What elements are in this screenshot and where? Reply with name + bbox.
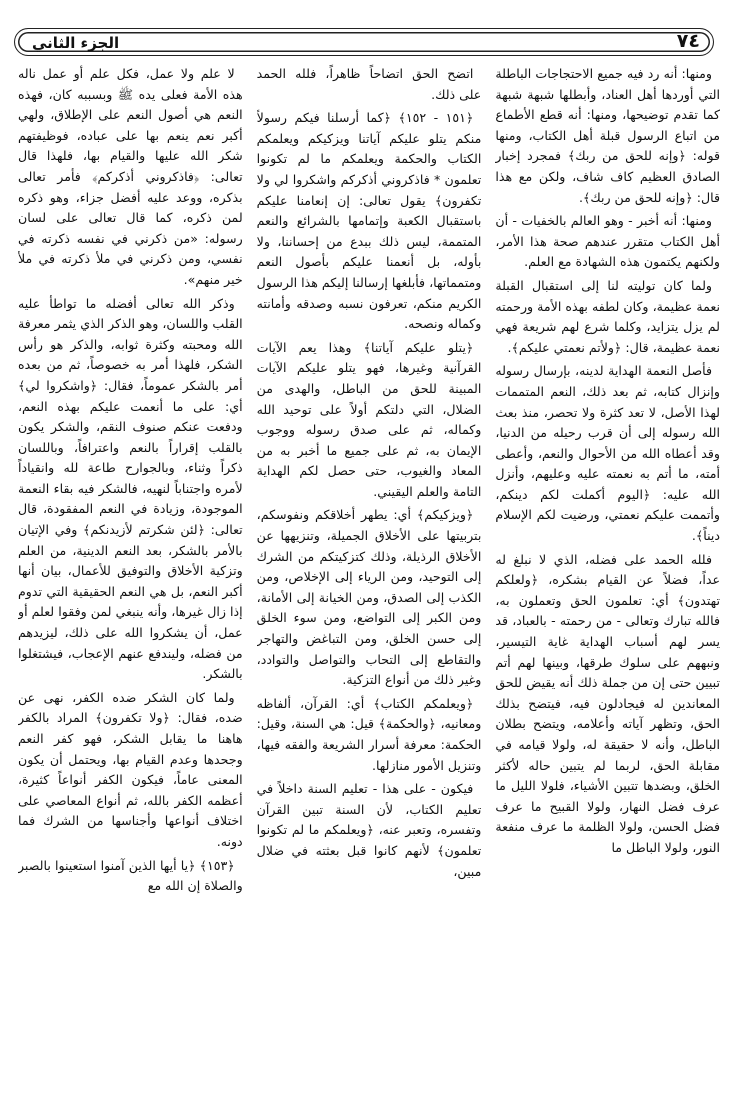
page-number: ٧٤ xyxy=(676,30,700,52)
paragraph: ﴿ويزكيكم﴾ أي: يطهر أخلاقكم ونفوسكم، بتربيتها على الأخلاق الجميلة، وتنزيهها عن الأخلاق الرذيلة، وذلك كتزكيتكم من الشرك إلى التوحيد، ومن الرياء إلى الإخلاص، ومن الكذب إلى الصدق، ومن الخيانة إلى الأمانة، ومن الكبر إلى التواضع، ومن سوء الخلق إلى حسن الخلق، ومن التباغض والتهاجر والتقاطع إلى التحاب والتواصل والتوادد، وغير ذلك من أنواع التزكية. xyxy=(256,507,482,688)
column-right xyxy=(495,64,720,1094)
paragraph: ومنها: أنه أخبر - وهو العالم بالخفيات - أن أهل الكتاب متقرر عندهم صحة هذا الأمر، ولكنهم يكتمون هذه الشهادة مع العلم. xyxy=(495,213,720,270)
paragraph: ولما كان توليته لنا إلى استقبال القبلة نعمة عظيمة، وكان لطفه بهذه الأمة ورحمته لم يزل يتزايد، وكلما شرع لهم شريعة فهي نعمة عظيمة، قال: ﴿ولأتم نعمتي عليكم﴾. xyxy=(495,277,720,355)
paragraph: ﴿يتلو عليكم آياتنا﴾ وهذا يعم الآيات القرآنية وغيرها، فهو يتلو عليكم الآيات المبينة للحق من الباطل، والهدى من الضلال، التي دلتكم أولاً على توحيد الله وكماله، ثم على صدق رسوله ووجوب الإيمان به، ثم على جميع ما أخبر به من المعاد والغيوب، حتى حصل لكم الهداية التامة والعلم اليقيني. xyxy=(256,339,482,499)
paragraph: ومنها: أنه رد فيه جميع الاحتجاجات الباطلة التي أوردها أهل العناد، وأبطلها شبهة شبهة كما تقدم توضيحها، ومنها: أنه قطع الأطماع من اتباع الرسول قبلة أهل الكتاب، ومنها قوله: ﴿وإنه للحق من ربك﴾ فمجرد إخبار الصادق العظيم كاف شاف، ولكن مع هذا قال: ﴿وإنه للحق من ربك﴾. xyxy=(495,66,720,205)
column-left xyxy=(18,64,243,1094)
paragraph: فلله الحمد على فضله، الذي لا نبلغ له عداً، فضلاً عن القيام بشكره، ﴿ولعلكم تهتدون﴾ أي: تعلمون الحق وتعملون به، فالله تبارك وتعالى - من رحمته - بالعباد، قد يسر لهم أسباب الهداية غاية التيسير، ونبههم على سلوك طرقها، وبينها لهم أتم تبيين حتى إن من جملة ذلك أنه يقيض للحق المعاندين له فيجادلون فيه، فيتضح بذلك الحق، وتظهر آياته وأعلامه، ويتضح بطلان الباطل، وأنه لا حقيقة له، ولولا قيامه في مقابلة الحق، لربما لم يتبين حاله لأكثر الخلق، وبضدها تتبين الأشياء، فلولا الليل ما عرف فضل النهار، ولولا القبيح ما عرف فضل الحسن، ولولا الظلمة ما عرف منفعة النور، ولولا الباطل ما xyxy=(495,551,720,855)
paragraph: اتضح الحق اتضاحاً ظاهراً، فلله الحمد على ذلك. xyxy=(256,66,482,102)
paragraph: وذكر الله تعالى أفضله ما تواطأ عليه القلب واللسان، وهو الذكر الذي يثمر معرفة الله ومحبته وكثرة ثوابه، والذكر هو رأس الشكر، فلهذا أمر به خصوصاً، ثم من بعده أمر بالشكر عموماً، فقال: ﴿واشكروا لي﴾ أي: على ما أنعمت عليكم بهذه النعم، ودفعت عنكم صنوف النقم، والشكر يكون بالقلب إقراراً بالنعم واعترافاً، وباللسان ذكراً وثناء، وبالجوارح طاعة لله وانقياداً لأمره واجتناباً لنهيه، فالشكر فيه بقاء النعمة الموجودة، وزيادة في النعم المفقودة، قال تعالى: ﴿لئن شكرتم لأزيدنكم﴾ وفي الإتيان بالأمر بالشكر، بعد النعم الدينية، من العلم وتزكية الأخلاق والتوفيق للأعمال، بيان أنها أكبر النعم، بل هي النعم الحقيقية التي تدوم إذا زال غيرها، وأنه ينبغي لمن وفقوا لعلم أو عمل، أن يشكروا الله على ذلك، ليزيدهم من فضله، وليندفع عنهم الإعجاب، فيشتغلوا بالشكر. xyxy=(17,295,243,682)
paragraph: ﴿١٥٣﴾ ﴿يا أيها الذين آمنوا استعينوا بالصبر والصلاة إن الله مع xyxy=(17,857,243,894)
paragraph: فيكون - على هذا - تعليم السنة داخلاً في تعليم الكتاب، لأن السنة تبين القرآن وتفسره، وتعبر عنه، ﴿ويعلمكم ما لم تكونوا تعلمون﴾ لأنهم كانوا قبل بعثته في ضلال مبين، xyxy=(256,781,482,879)
paragraph: لا علم ولا عمل، فكل علم أو عمل ناله هذه الأمة فعلى يده ﷺ وبسببه كان، فهذه النعم هي أصول النعم على الإطلاق، ولهي أكبر نعم ينعم بها على عباده، فوظيفتهم شكر الله عليها والقيام بها، فلهذا قال تعالى: ﴿فاذكروني أذكركم﴾ فأمر تعالى بذكره، ووعد عليه أفضل جزاء، وهو ذكره لمن ذكره، كما قال تعالى على لسان رسوله: «من ذكرني في نفسه ذكرته في نفسي، ومن ذكرني في ملأ ذكرته في ملأ خير منهم». xyxy=(17,66,243,287)
part-title: الجزء الثاني xyxy=(32,34,120,52)
paragraph: ولما كان الشكر ضده الكفر، نهى عن ضده، فقال: ﴿ولا تكفرون﴾ المراد بالكفر هاهنا ما يقابل الشكر، فهو كفر النعم وجحدها وعدم القيام بها، ويحتمل أن يكون المعنى عاماً، فيكون الكفر أنواعاً كثيرة، أعظمه الكفر بالله، ثم أنواع المعاصي على اختلاف أنواعها وأجناسها من الشرك فما دونه. xyxy=(17,689,243,849)
paragraph: فأصل النعمة الهداية لدينه، بإرسال رسوله وإنزال كتابه، ثم بعد ذلك، النعم المتممات لهذا الأصل، لا تعد كثرة ولا تحصر، منذ بعث الله رسوله إلى أن قرب رحيله من الدنيا، وقد أعطاه الله من الأحوال والنعم، وأعطى أمته، ما أتم به نعمته عليه وعليهم، وأنزل الله عليه: ﴿اليوم أكملت لكم دينكم، وأتممت عليكم نعمتي، ورضيت لكم الإسلام ديناً﴾. xyxy=(495,363,720,544)
paragraph: ﴿ويعلمكم الكتاب﴾ أي: القرآن، ألفاظه ومعانيه، ﴿والحكمة﴾ قيل: هي السنة، وقيل: الحكمة: معرفة أسرار الشريعة والفقه فيها، وتنزيل الأمور منازلها. xyxy=(256,695,482,773)
text-columns xyxy=(18,64,720,1094)
paragraph: ﴿١٥١ - ١٥٢﴾ ﴿كما أرسلنا فيكم رسولاً منكم يتلو عليكم آياتنا ويزكيكم ويعلمكم الكتاب والحكمة ويعلمكم ما لم تكونوا تعلمون * فاذكروني أذكركم واشكروا لي ولا تكفرون﴾ يقول تعالى: إن إنعامنا عليكم باستقبال الكعبة وإتمامها بالشرائع والنعم المتممة، ليس ذلك ببدع من إحساننا، ولا بأوله، بل أنعمنا عليكم بأصول النعم ومتمماتها، فأبلغها إرسالنا إليكم هذا الرسول الكريم منكم، تعرفون نسبه وصدقه وأمانته وكماله ونصحه. xyxy=(256,110,482,332)
column-middle xyxy=(257,64,482,1094)
